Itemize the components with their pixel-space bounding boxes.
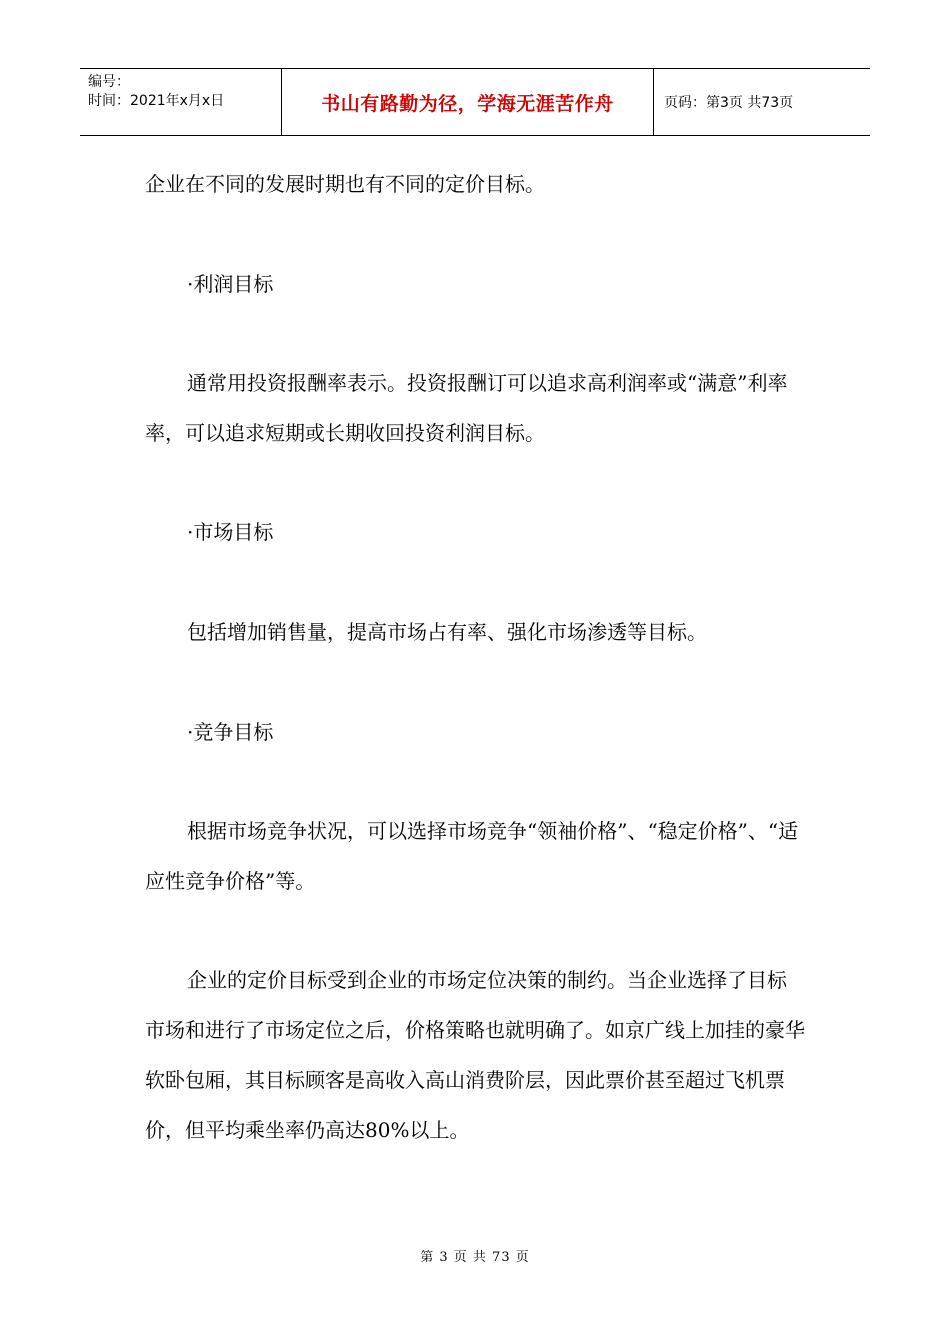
header-page-info: 页码：第3页 共73页 xyxy=(664,95,794,111)
header-motto: 书山有路勤为径，学海无涯苦作舟 xyxy=(282,69,654,135)
date-label: 时间：2021年x月x日 xyxy=(88,93,225,109)
bullet-market-goal: ·市场目标 xyxy=(187,520,274,544)
bullet-profit-goal: ·利润目标 xyxy=(187,272,274,296)
page-footer: 第 3 页 共 73 页 xyxy=(420,1250,530,1265)
paragraph-market: 包括增加销售量，提高市场占有率、强化市场渗透等目标。 xyxy=(187,620,707,644)
bullet-competition-goal: ·竞争目标 xyxy=(187,720,274,744)
serial-label: 编号： xyxy=(88,74,130,90)
paragraph-positioning: 企业的定价目标受到企业的市场定位决策的制约。当企业选择了目标市场和进行了市场定位之后，价格策略也就明确了。如京广线上加挂的豪华软卧包厢，其目标顾客是高收入高山消费阶层，因此票价甚至超过飞机票价，但平均乘坐率仍高达80%以上。 xyxy=(145,968,805,1142)
header-table xyxy=(80,68,870,136)
paragraph-competition: 根据市场竞争状况，可以选择市场竞争“领袖价格”、“稳定价格”、“适应性竞争价格”等。 xyxy=(145,819,799,893)
paragraph-profit: 通常用投资报酬率表示。投资报酬订可以追求高利润率或“满意”利率率，可以追求短期或长期收回投资利润目标。 xyxy=(145,371,788,445)
header-meta-cell xyxy=(80,69,282,135)
paragraph-intro: 企业在不同的发展时期也有不同的定价目标。 xyxy=(145,172,545,196)
